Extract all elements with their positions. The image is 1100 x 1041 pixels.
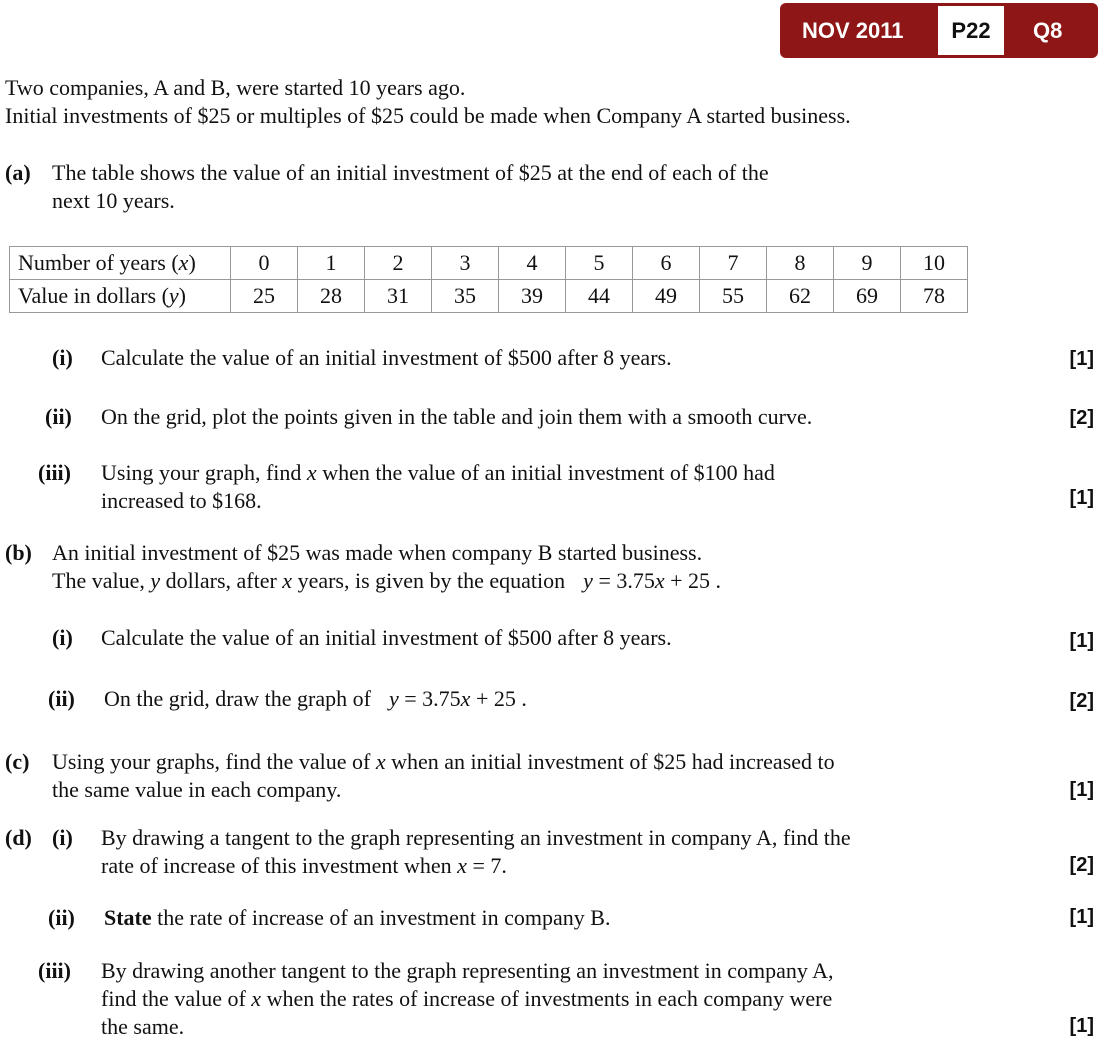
y-header: Value in dollars (y) <box>10 280 231 313</box>
a-iii-label: (iii) <box>38 460 71 485</box>
part-b-label: (b) <box>5 540 32 565</box>
part-c-line-1: Using your graphs, find the value of x when an initial investment of $25 had increased to <box>52 749 835 774</box>
d-i-line-2: rate of increase of this investment when x = 7. <box>101 853 507 878</box>
table-cell: 55 <box>700 280 767 313</box>
x-header: Number of years (x) <box>10 247 231 280</box>
part-b-line-1: An initial investment of $25 was made when company B started business. <box>52 540 703 565</box>
c-mark: [1] <box>1069 779 1094 801</box>
d-iii-mark: [1] <box>1069 1015 1094 1037</box>
a-i-text: Calculate the value of an initial investment of $500 after 8 years. <box>101 345 672 370</box>
part-a-text-1: The table shows the value of an initial investment of $25 at the end of each of the <box>52 160 769 185</box>
question-label: Q8 <box>1033 18 1063 43</box>
table-cell: 0 <box>231 247 298 280</box>
d-iii-line-2: find the value of x when the rates of increase of investments in each company were <box>101 986 833 1011</box>
b-ii-mark: [2] <box>1069 690 1094 712</box>
b-i-label: (i) <box>52 625 73 650</box>
table-cell: 6 <box>633 247 700 280</box>
table-cell: 62 <box>767 280 834 313</box>
table-cell: 49 <box>633 280 700 313</box>
table-row <box>10 247 968 280</box>
table-cell: 3 <box>432 247 499 280</box>
intro-line-2: Initial investments of $25 or multiples of $25 could be made when Company A started business. <box>5 103 851 128</box>
session-label: NOV 2011 <box>802 18 904 43</box>
paper-label: P22 <box>938 6 1004 55</box>
table-cell: 28 <box>298 280 365 313</box>
d-i-line-1: By drawing a tangent to the graph representing an investment in company A, find the <box>101 825 851 850</box>
a-ii-text: On the grid, plot the points given in the table and join them with a smooth curve. <box>101 404 813 429</box>
b-i-mark: [1] <box>1069 630 1094 652</box>
table-cell: 25 <box>231 280 298 313</box>
b-i-text: Calculate the value of an initial investment of $500 after 8 years. <box>101 625 672 650</box>
part-c-line-2: the same value in each company. <box>52 777 342 802</box>
intro-line-1: Two companies, A and B, were started 10 years ago. <box>5 75 466 100</box>
a-i-mark: [1] <box>1069 348 1094 370</box>
part-a-text-2: next 10 years. <box>52 188 175 213</box>
table-cell: 2 <box>365 247 432 280</box>
b-ii-text: On the grid, draw the graph of y = 3.75x + 25 . <box>104 686 527 711</box>
d-ii-label: (ii) <box>48 905 75 930</box>
table-cell: 9 <box>834 247 901 280</box>
table-row <box>10 280 968 313</box>
table-cell: 39 <box>499 280 566 313</box>
d-iii-label: (iii) <box>38 958 71 983</box>
a-ii-label: (ii) <box>45 404 72 429</box>
d-i-mark: [2] <box>1069 854 1094 876</box>
part-d-label: (d) <box>5 825 32 850</box>
question-badge <box>780 3 1098 58</box>
values-table <box>9 246 968 313</box>
table-cell: 8 <box>767 247 834 280</box>
part-c-label: (c) <box>5 749 30 774</box>
d-ii-mark: [1] <box>1069 906 1094 928</box>
table-cell: 35 <box>432 280 499 313</box>
table-cell: 7 <box>700 247 767 280</box>
a-ii-mark: [2] <box>1069 407 1094 429</box>
table-cell: 44 <box>566 280 633 313</box>
a-i-label: (i) <box>52 345 73 370</box>
table-cell: 78 <box>901 280 968 313</box>
part-a-label: (a) <box>5 160 31 185</box>
table-cell: 10 <box>901 247 968 280</box>
a-iii-mark: [1] <box>1069 487 1094 509</box>
table-cell: 5 <box>566 247 633 280</box>
part-b-line-2: The value, y dollars, after x years, is given by the equation y = 3.75x + 25 . <box>52 568 722 593</box>
table-cell: 4 <box>499 247 566 280</box>
a-iii-line-1: Using your graph, find x when the value of an initial investment of $100 had <box>101 460 775 485</box>
table-cell: 69 <box>834 280 901 313</box>
d-ii-text: State the rate of increase of an investment in company B. <box>104 905 611 930</box>
d-iii-line-3: the same. <box>101 1014 185 1039</box>
table-cell: 31 <box>365 280 432 313</box>
d-iii-line-1: By drawing another tangent to the graph representing an investment in company A, <box>101 958 834 983</box>
a-iii-line-2: increased to $168. <box>101 488 262 513</box>
b-ii-label: (ii) <box>48 686 75 711</box>
table-cell: 1 <box>298 247 365 280</box>
d-i-label: (i) <box>52 825 73 850</box>
